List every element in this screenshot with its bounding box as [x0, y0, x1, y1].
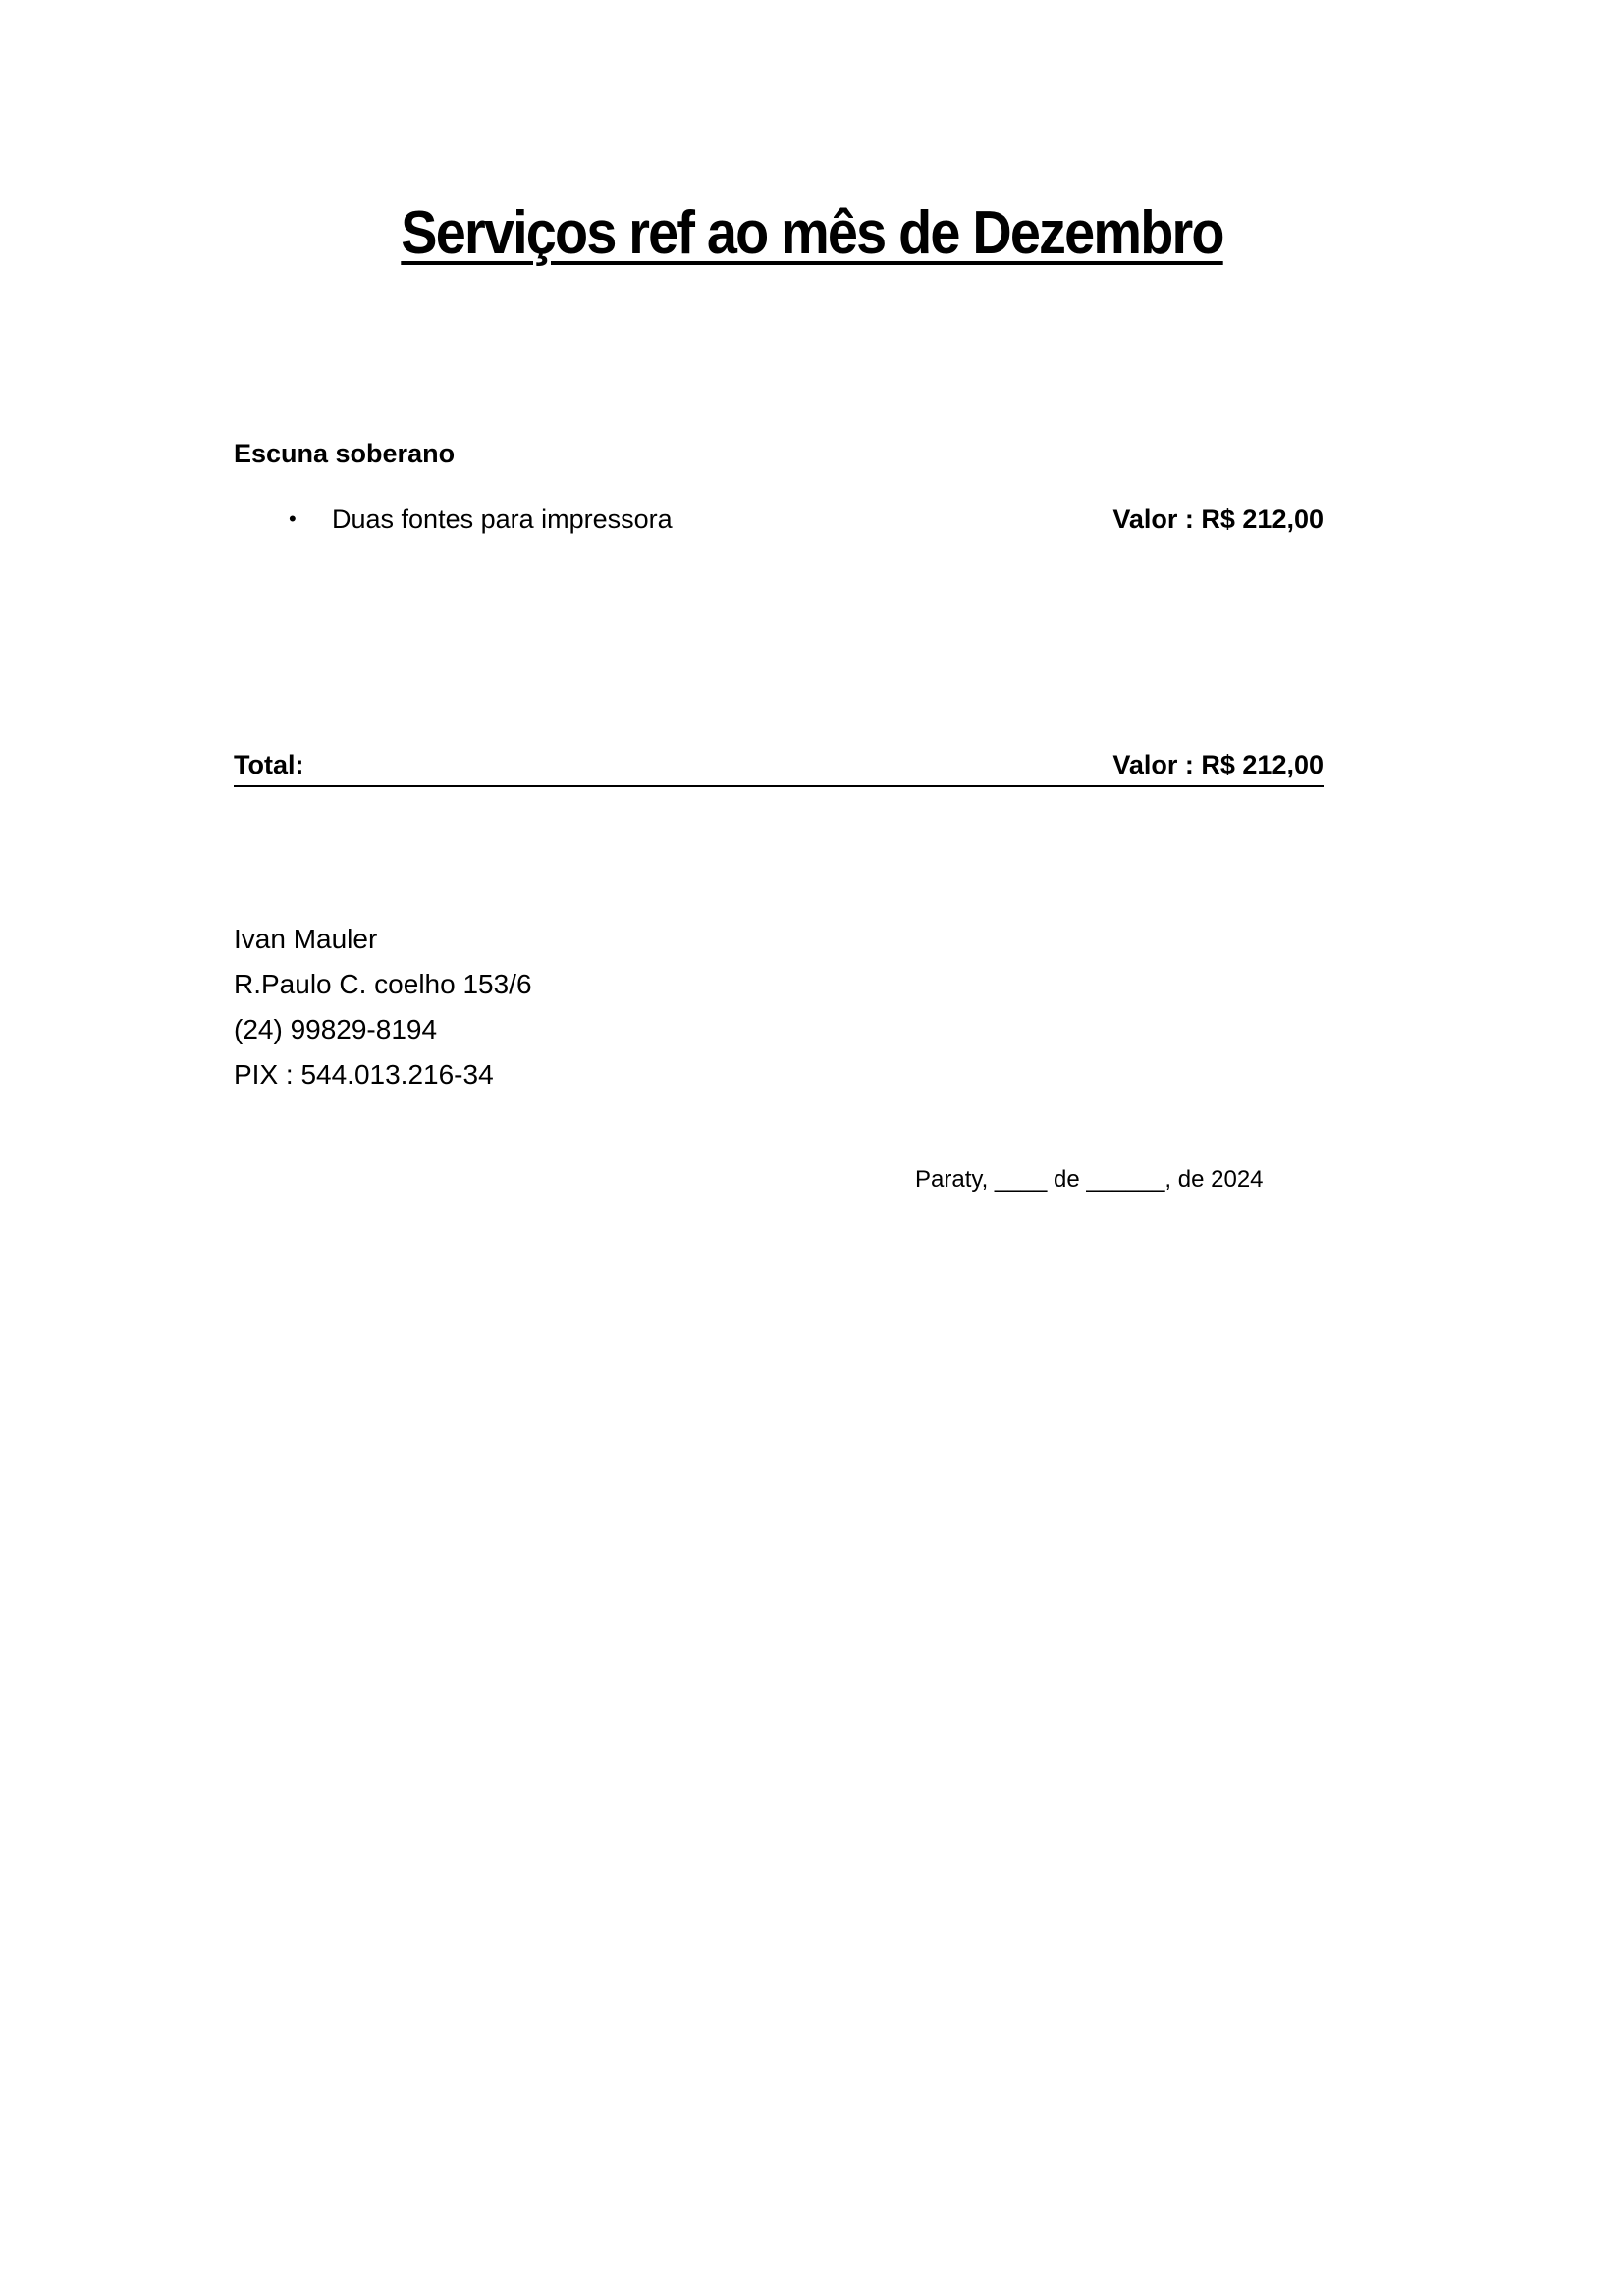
bullet-icon: •	[289, 507, 297, 531]
total-label: Total:	[234, 750, 304, 779]
service-item-value: Valor : R$ 212,00	[1112, 505, 1324, 534]
total-value: Valor : R$ 212,00	[1112, 750, 1324, 779]
page-title	[81, 194, 1543, 273]
page-title-text: Serviços ref ao mês de Dezembro	[401, 199, 1223, 267]
provider-name: Ivan Mauler	[234, 924, 378, 954]
provider-phone: (24) 99829-8194	[234, 1014, 438, 1044]
provider-info	[234, 917, 532, 1097]
total-row	[234, 746, 1324, 787]
service-item-row	[234, 501, 1324, 538]
provider-pix: PIX : 544.013.216-34	[234, 1059, 494, 1090]
provider-address: R.Paulo C. coelho 153/6	[234, 969, 532, 999]
place-date-line: Paraty, ____ de ______, de 2024	[915, 1166, 1264, 1193]
client-name: Escuna soberano	[234, 439, 456, 468]
service-item-description: Duas fontes para impressora	[332, 505, 673, 534]
